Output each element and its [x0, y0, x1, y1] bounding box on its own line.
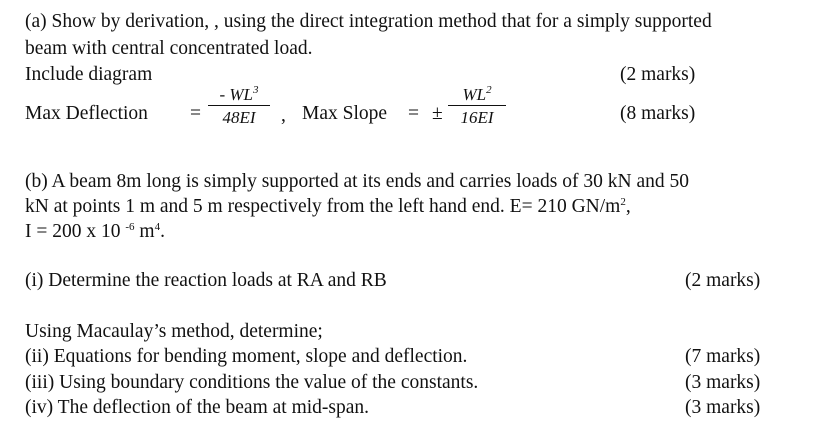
macaulay-intro: Using Macaulay’s method, determine;	[25, 321, 323, 342]
inertia-exponent: -6	[125, 221, 135, 233]
question-i-marks: (2 marks)	[685, 270, 761, 291]
slope-fraction-bar	[448, 105, 506, 106]
diagram-marks: (2 marks)	[620, 64, 696, 85]
part-a-line-1: (a) Show by derivation, , using the direct integration method that for a simply supported	[25, 11, 712, 32]
question-iv-text: (iv) The deflection of the beam at mid-span.	[25, 397, 370, 418]
question-i-text: (i) Determine the reaction loads at RA and RB	[25, 270, 387, 291]
slope-fraction	[448, 86, 506, 126]
deflection-numerator	[208, 86, 270, 103]
part-b-line-2	[25, 197, 631, 217]
inertia-unit: m	[134, 221, 155, 242]
question-ii-marks: (7 marks)	[685, 346, 761, 367]
part-b-line-2-end: ,	[625, 196, 631, 217]
diagram-instruction: Include diagram	[25, 64, 153, 85]
part-a-line-2: beam with central concentrated load.	[25, 38, 313, 59]
deflection-fraction-bar	[208, 105, 270, 106]
question-iii-marks: (3 marks)	[685, 372, 761, 393]
part-b-line-1: (b) A beam 8m long is simply supported at its ends and carries loads of 30 kN and 50	[25, 171, 689, 192]
deflection-numerator-exponent: 3	[253, 84, 259, 96]
formula-comma: ,	[281, 105, 286, 126]
part-b-line-3-end: .	[160, 221, 165, 242]
part-b-line-3	[25, 222, 165, 242]
equals-sign-slope: =	[408, 103, 419, 124]
question-iv-marks: (3 marks)	[685, 397, 761, 418]
deflection-numerator-base: - WL	[219, 85, 254, 104]
max-deflection-label: Max Deflection	[25, 103, 148, 124]
deflection-fraction	[208, 86, 270, 126]
modulus-unit-exponent: 2	[620, 196, 626, 208]
slope-numerator-exponent: 2	[486, 84, 492, 96]
formula-marks: (8 marks)	[620, 103, 696, 124]
max-slope-label: Max Slope	[302, 103, 388, 124]
slope-numerator	[448, 86, 506, 103]
slope-numerator-base: WL	[462, 85, 487, 104]
inertia-unit-exponent: 4	[154, 221, 161, 233]
equals-sign-deflection: =	[190, 103, 201, 124]
question-ii-text: (ii) Equations for bending moment, slope and deflection.	[25, 346, 468, 367]
plus-minus-sign: ±	[432, 103, 443, 124]
deflection-denominator: 48EI	[222, 108, 256, 127]
part-b-line-2-text: kN at points 1 m and 5 m respectively from the left hand end. E= 210 GN/m	[25, 196, 621, 217]
inertia-value: I = 200 x 10	[25, 221, 126, 242]
question-iii-text: (iii) Using boundary conditions the value of the constants.	[25, 372, 479, 393]
slope-denominator: 16EI	[460, 108, 494, 127]
